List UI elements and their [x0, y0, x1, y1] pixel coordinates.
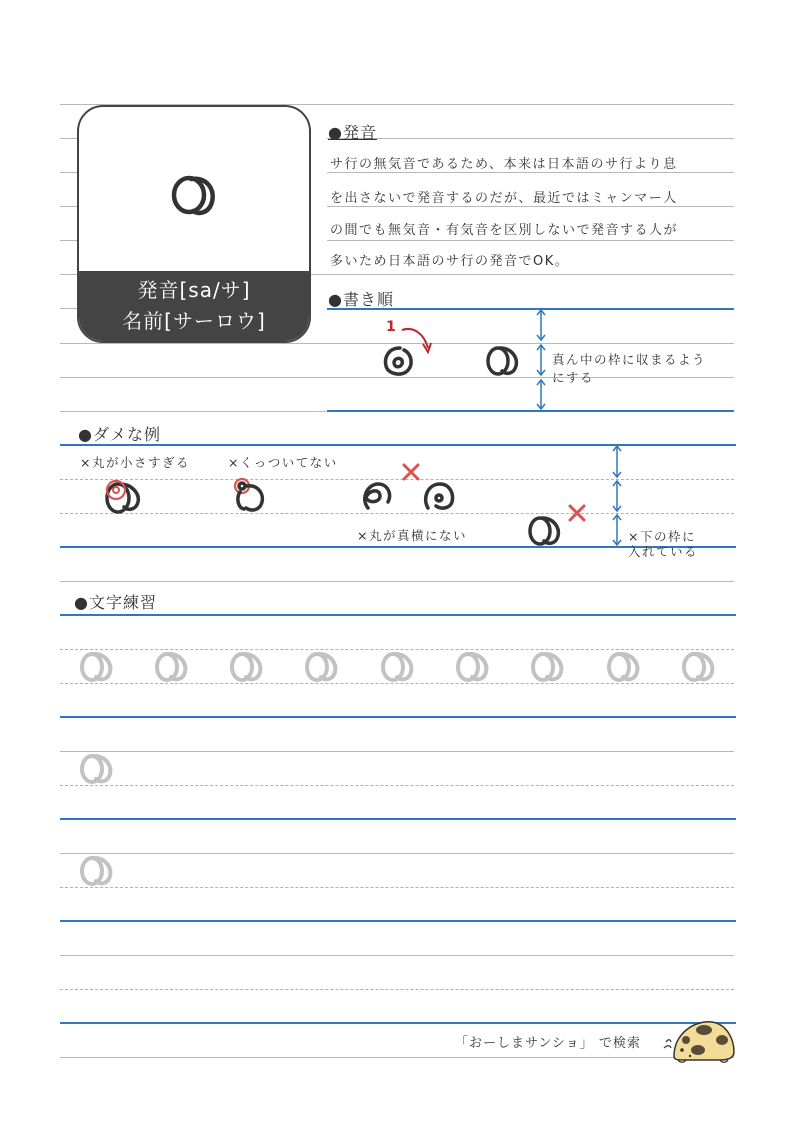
- bad-mark-x-2-icon: [567, 503, 587, 523]
- pronunciation-line-2: を出さないで発音するのだが、最近ではミャンマー人: [330, 191, 678, 206]
- letter-glyph-icon: [79, 107, 311, 275]
- bad-height-arrows-icon: [607, 444, 627, 548]
- bad-example-detached-glyph-icon: [232, 476, 272, 516]
- trace-glyph-icon[interactable]: [228, 648, 268, 688]
- practice-row-3-guide-glyph-icon[interactable]: [78, 852, 118, 892]
- pronunciation-line-1: サ行の無気音であるため、本来は日本語のサ行より息: [330, 157, 678, 172]
- trace-glyph-icon[interactable]: [605, 648, 645, 688]
- pronunciation-line-3: の間でも無気音・有気音を区別しないで発音する人が: [330, 223, 679, 238]
- bad-mark-x-1-icon: [401, 462, 421, 482]
- card-pronunciation: 発音[sa/サ]: [137, 278, 251, 302]
- trace-glyph-icon[interactable]: [153, 648, 193, 688]
- bad-label-lower-1: ×下の枠に: [628, 529, 696, 544]
- letter-card: [77, 105, 311, 343]
- bad-examples-title: ●ダメな例: [78, 425, 161, 444]
- bad-label-not-attached: ×くっついてない: [228, 455, 338, 470]
- pronunciation-title: ●発音: [328, 123, 377, 142]
- bad-example-small-glyph-icon: [100, 476, 150, 516]
- bad-label-lower-2: 入れている: [628, 544, 699, 559]
- stroke-note-line-1: 真ん中の枠に収まるよう: [552, 352, 707, 367]
- stroke-step-number: 1: [386, 319, 396, 335]
- stroke-final-glyph-icon: [484, 342, 524, 382]
- card-name: 名前[サーロウ]: [122, 309, 266, 333]
- trace-glyph-icon[interactable]: [454, 648, 494, 688]
- trace-glyph-icon[interactable]: [303, 648, 343, 688]
- practice-row-2-guide-glyph-icon[interactable]: [78, 750, 118, 790]
- salamander-mascot-icon: [660, 1016, 740, 1066]
- bad-label-not-sideways: ×丸が真横にない: [357, 528, 467, 543]
- stroke-note-line-2: にする: [552, 370, 595, 385]
- trace-glyph-icon[interactable]: [529, 648, 569, 688]
- pronunciation-line-4: 多いため日本語のサ行の発音でOK。: [330, 254, 570, 269]
- stroke-order-title: ●書き順: [328, 290, 394, 309]
- bad-example-lower-glyph-icon: [526, 512, 566, 552]
- height-guide-arrows-icon: [531, 308, 551, 412]
- bad-label-too-small: ×丸が小さすぎる: [80, 455, 190, 470]
- card-caption: [79, 271, 309, 341]
- footer-search-text: 「おーしまサンショ」 で検索: [455, 1036, 641, 1051]
- trace-glyph-icon[interactable]: [680, 648, 720, 688]
- bad-example-sideways-glyph-1-icon: [358, 478, 398, 518]
- practice-title: ●文字練習: [74, 593, 157, 612]
- bad-example-sideways-glyph-2-icon: [420, 478, 460, 518]
- trace-glyph-icon[interactable]: [379, 648, 419, 688]
- trace-glyph-icon[interactable]: [78, 648, 118, 688]
- stroke-step-glyph-icon: [380, 342, 420, 382]
